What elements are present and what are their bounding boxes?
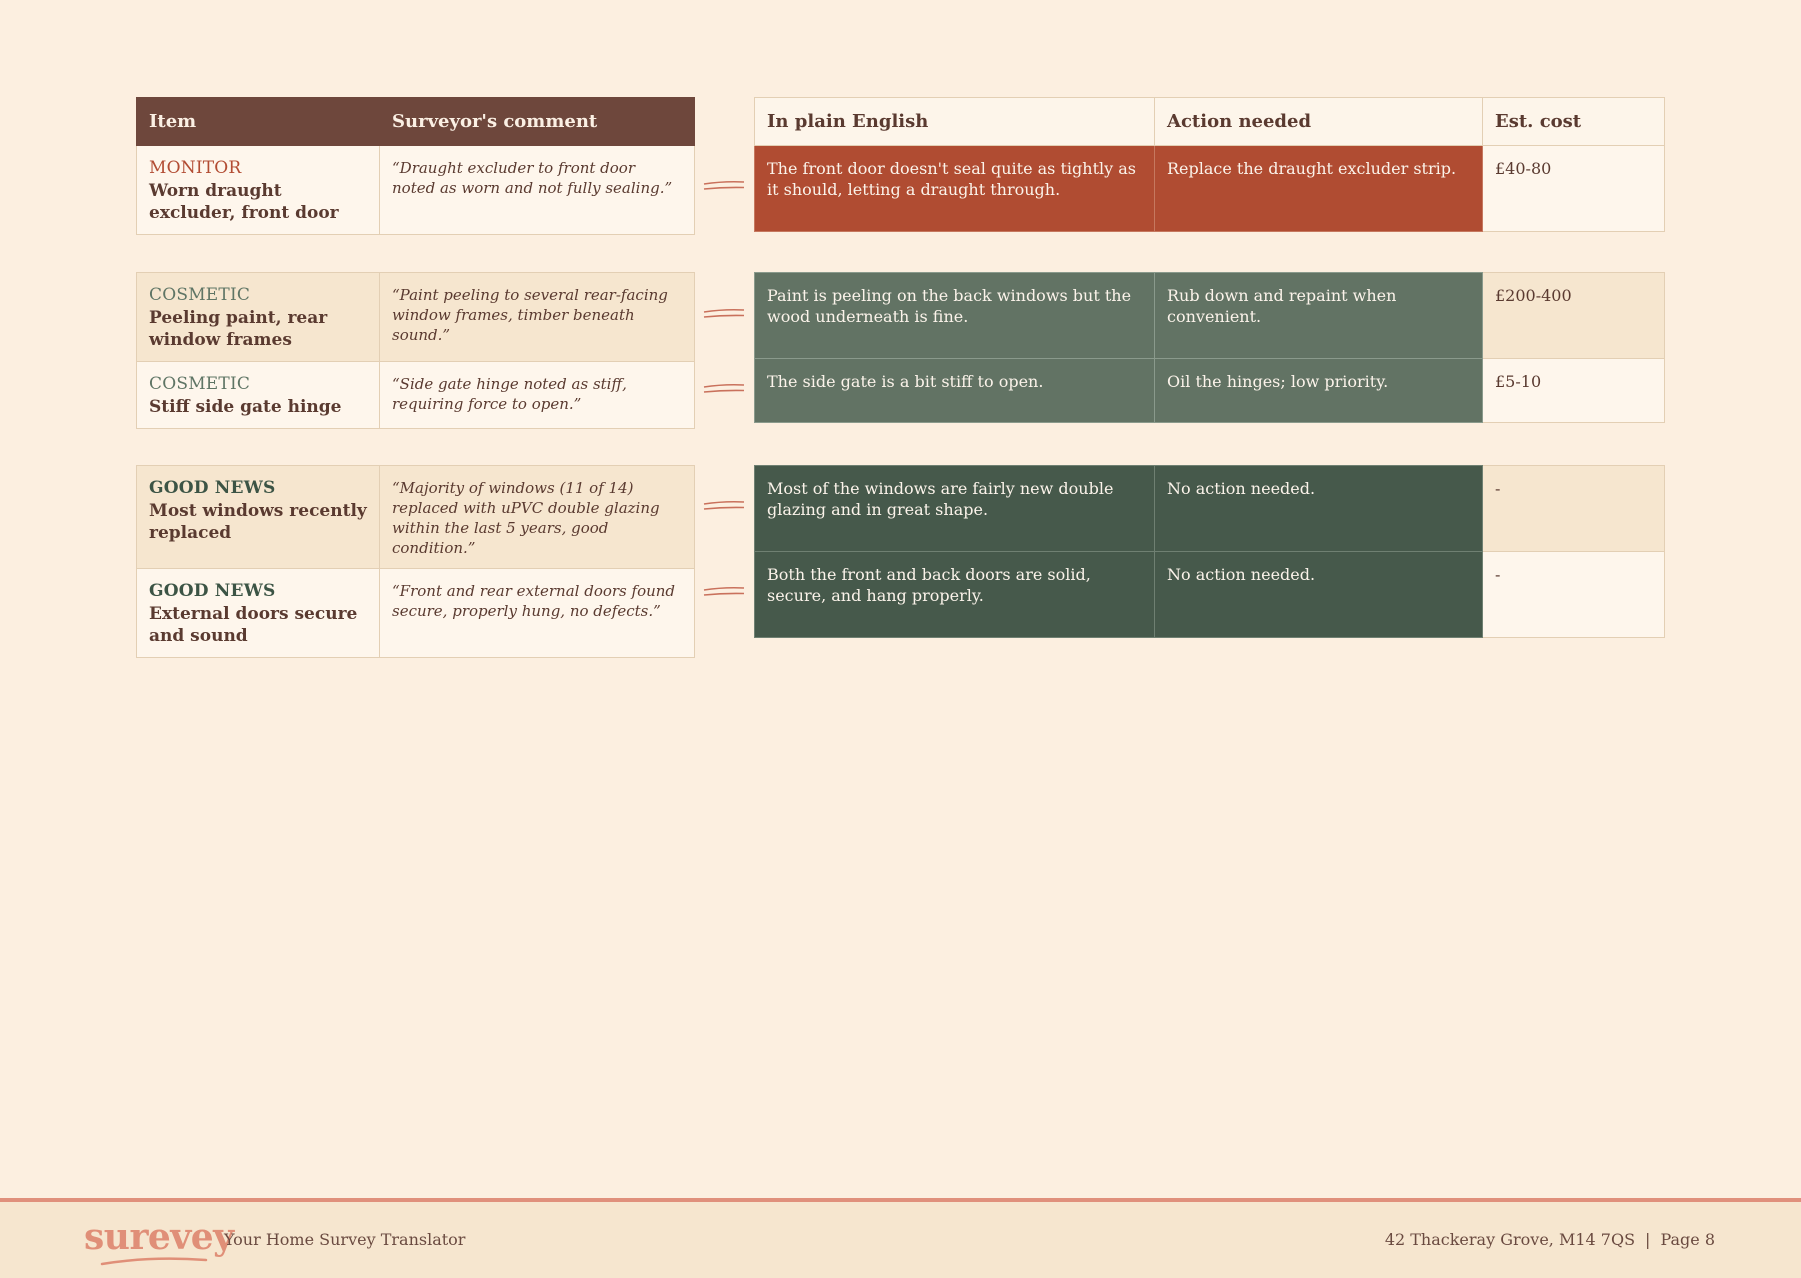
page-footer [0, 1198, 1801, 1278]
est-cost-value: - [1483, 466, 1665, 552]
surveyor-comment: “Paint peeling to several rear-facing window frames, timber beneath sound.” [380, 273, 695, 362]
severity-tag-good-news: GOOD NEWS [149, 478, 276, 498]
surveyor-comment: “Front and rear external doors found secure, properly hung, no defects.” [380, 569, 695, 658]
item-cell [137, 362, 380, 429]
plain-english-text: Both the front and back doors are solid, secure, and hang properly. [755, 552, 1155, 638]
action-needed-text: No action needed. [1155, 466, 1483, 552]
table-row [137, 466, 695, 569]
item-cell [137, 146, 380, 235]
findings-table-right-monitor [754, 97, 1665, 232]
column-header-surveyor-comment: Surveyor's comment [380, 98, 695, 146]
severity-tag-cosmetic: COSMETIC [149, 285, 251, 305]
findings-table-right-good-news [754, 465, 1665, 638]
column-header-action-needed: Action needed [1155, 98, 1483, 146]
property-address: 42 Thackeray Grove, M14 7QS [1384, 1230, 1636, 1249]
page-number: Page 8 [1660, 1230, 1715, 1249]
est-cost-value: £5-10 [1483, 359, 1665, 423]
double-stroke-connector-icon [702, 498, 746, 516]
table-row [137, 273, 695, 362]
column-header-plain-english: In plain English [755, 98, 1155, 146]
action-needed-text: Oil the hinges; low priority. [1155, 359, 1483, 423]
item-cell [137, 466, 380, 569]
item-name: Peeling paint, rear window frames [149, 308, 328, 350]
item-name: External doors secure and sound [149, 604, 358, 646]
est-cost-value: £200-400 [1483, 273, 1665, 359]
table-row [755, 273, 1665, 359]
severity-tag-cosmetic: COSMETIC [149, 374, 251, 394]
brand-tagline: Your Home Survey Translator [224, 1230, 466, 1249]
column-header-est-cost: Est. cost [1483, 98, 1665, 146]
table-row [755, 552, 1665, 638]
findings-table-left-monitor [136, 97, 695, 235]
est-cost-value: £40-80 [1483, 146, 1665, 232]
action-needed-text: Replace the draught excluder strip. [1155, 146, 1483, 232]
surveyor-comment: “Draught excluder to front door noted as worn and not fully sealing.” [380, 146, 695, 235]
plain-english-text: The side gate is a bit stiff to open. [755, 359, 1155, 423]
findings-table-left-good-news [136, 465, 695, 658]
plain-english-text: Paint is peeling on the back windows but the wood underneath is fine. [755, 273, 1155, 359]
severity-tag-monitor: MONITOR [149, 158, 242, 178]
plain-english-text: Most of the windows are fairly new double glazing and in great shape. [755, 466, 1155, 552]
double-stroke-connector-icon [702, 584, 746, 602]
double-stroke-connector-icon [702, 381, 746, 399]
item-name: Stiff side gate hinge [149, 397, 342, 417]
table-row [755, 146, 1665, 232]
double-stroke-connector-icon [702, 306, 746, 324]
findings-table-right-cosmetic [754, 272, 1665, 423]
table-row [755, 359, 1665, 423]
surveyor-comment: “Majority of windows (11 of 14) replaced with uPVC double glazing within the last 5 years, good condition.” [380, 466, 695, 569]
action-needed-text: Rub down and repaint when convenient. [1155, 273, 1483, 359]
footer-separator: | [1645, 1230, 1651, 1249]
severity-tag-good-news: GOOD NEWS [149, 581, 276, 601]
table-row [137, 569, 695, 658]
item-name: Worn draught excluder, front door [149, 181, 339, 223]
item-cell [137, 569, 380, 658]
action-needed-text: No action needed. [1155, 552, 1483, 638]
brand-logo: surevey [84, 1216, 234, 1258]
findings-table-left-cosmetic [136, 272, 695, 429]
footer-meta [1385, 1230, 1715, 1249]
surveyor-comment: “Side gate hinge noted as stiff, requiring force to open.” [380, 362, 695, 429]
est-cost-value: - [1483, 552, 1665, 638]
column-header-item: Item [137, 98, 380, 146]
table-row [755, 466, 1665, 552]
plain-english-text: The front door doesn't seal quite as tightly as it should, letting a draught through. [755, 146, 1155, 232]
table-row [137, 362, 695, 429]
swoosh-underline-icon [100, 1254, 208, 1268]
item-name: Most windows recently replaced [149, 501, 367, 543]
item-cell [137, 273, 380, 362]
double-stroke-connector-icon [702, 178, 746, 196]
table-row [137, 146, 695, 235]
